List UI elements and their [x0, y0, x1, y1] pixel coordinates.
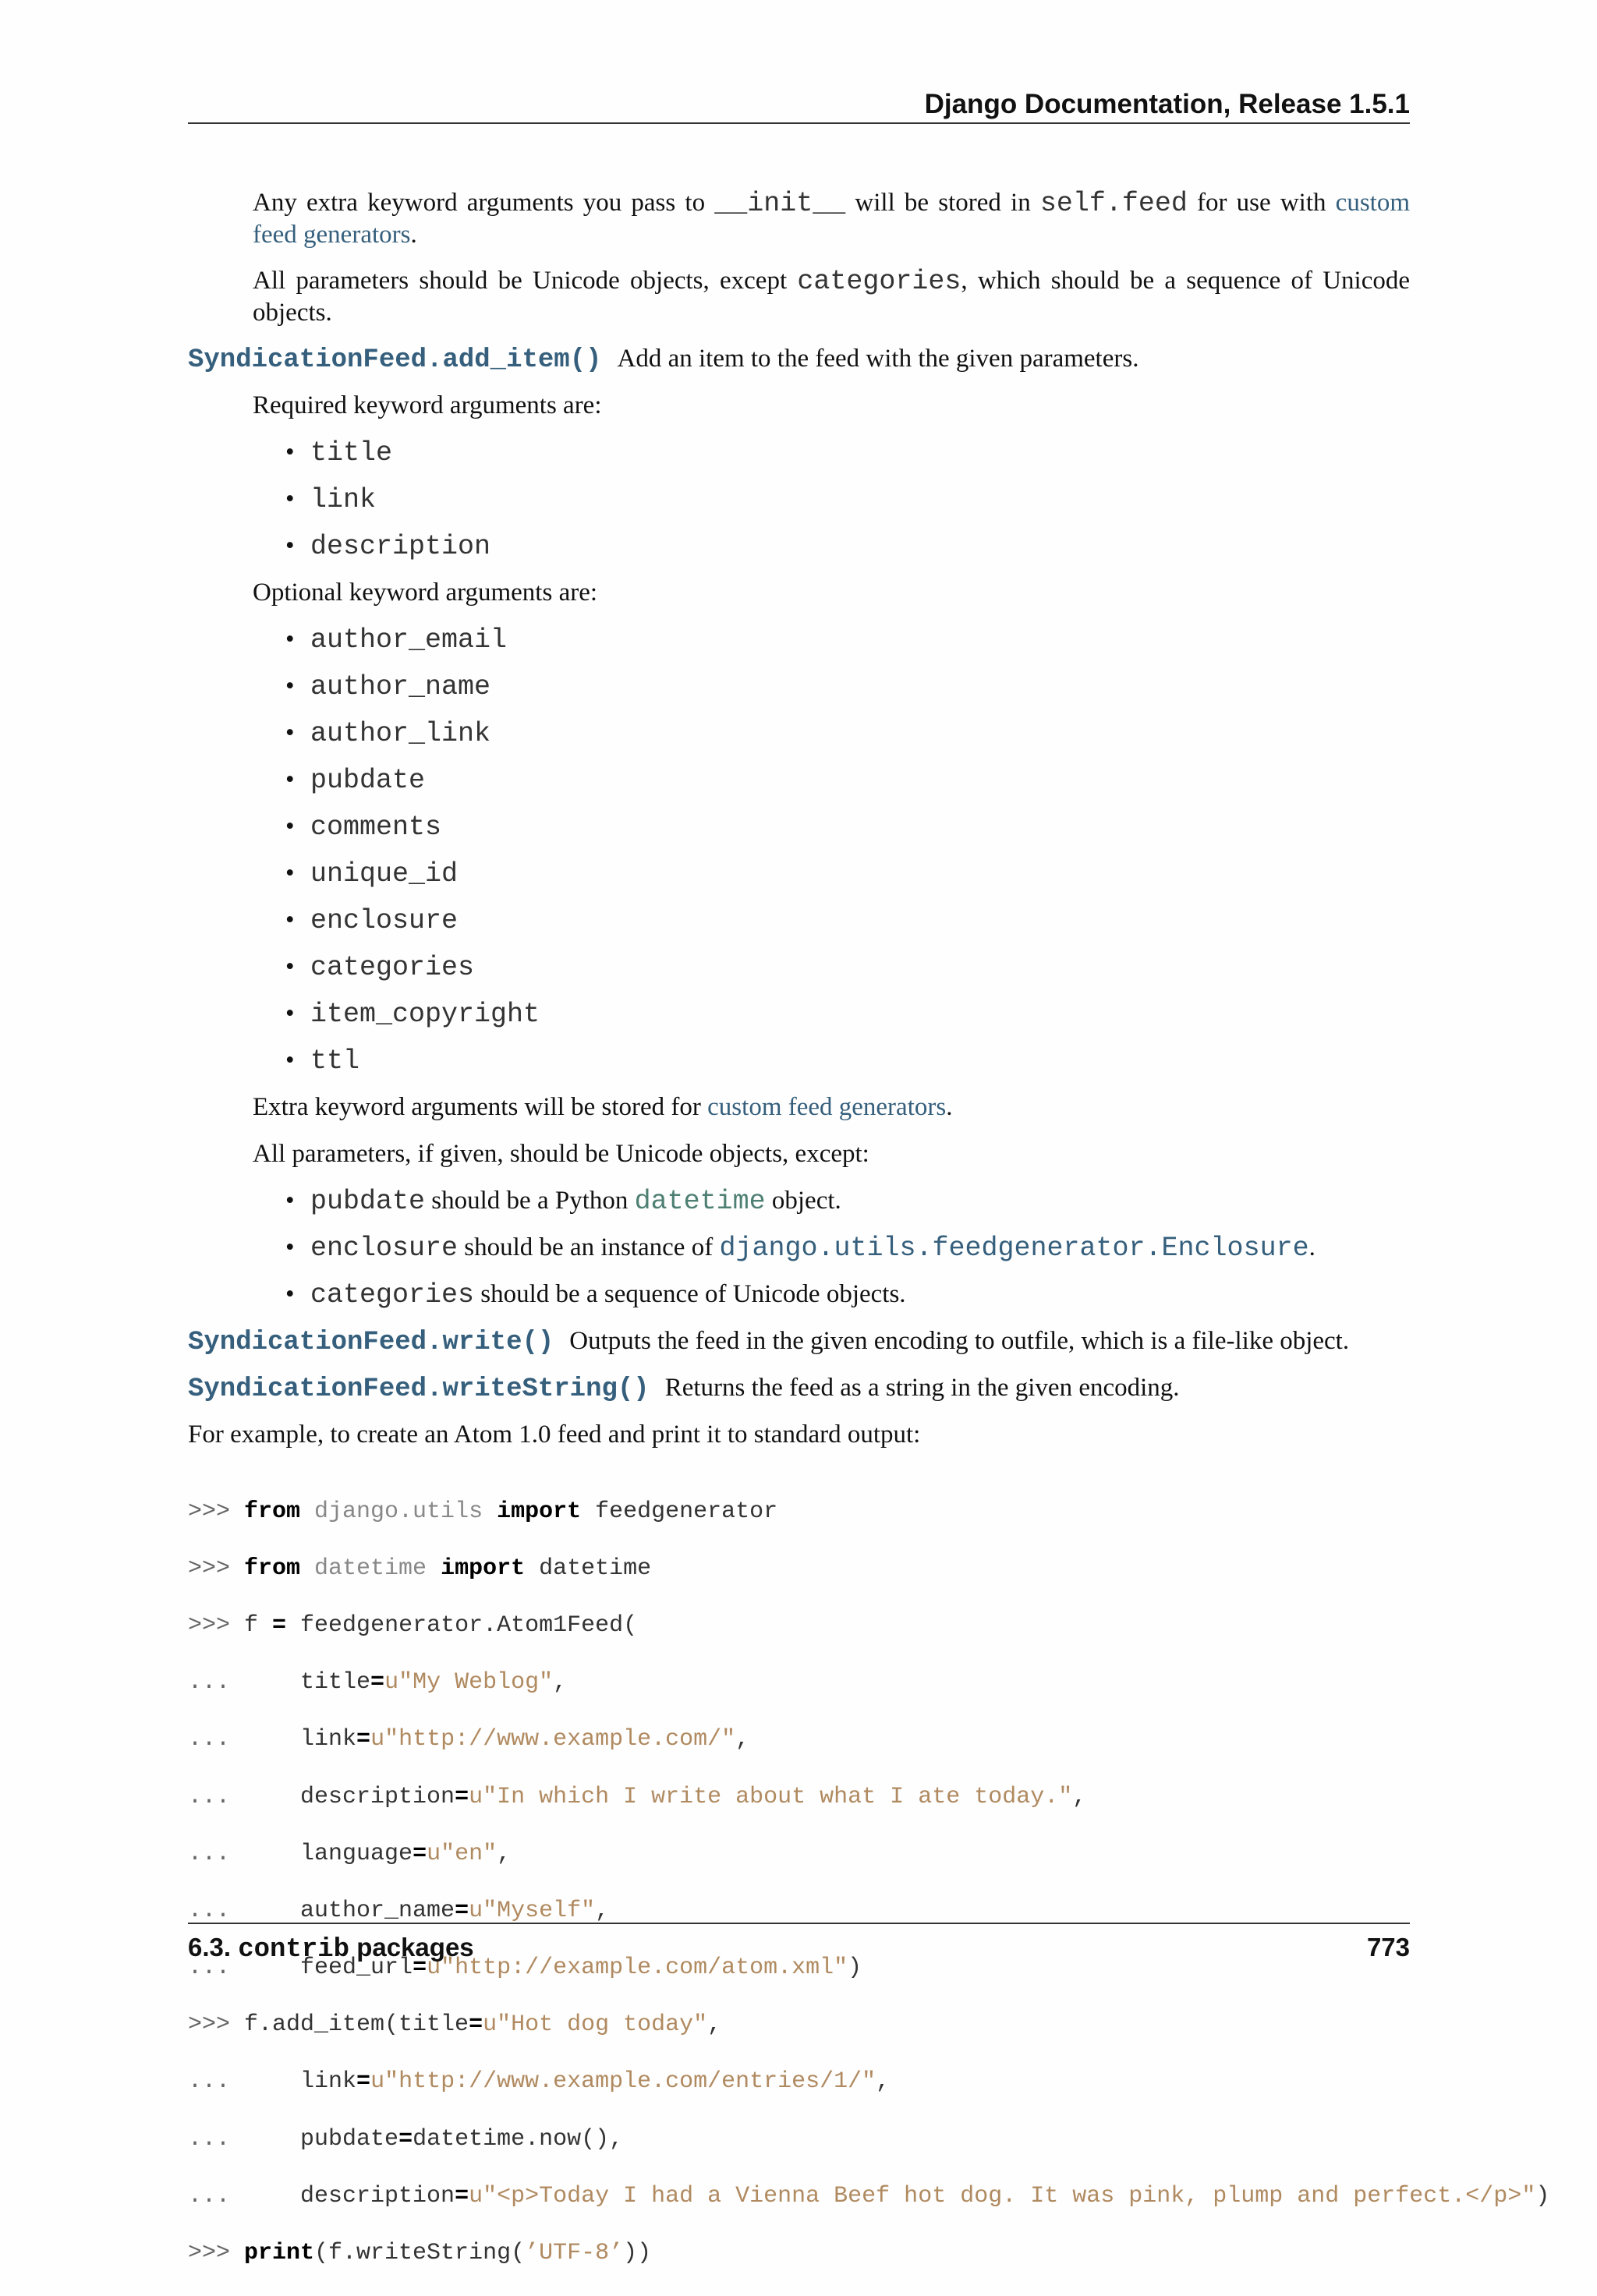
write-string-description: Returns the feed as a string in the given encoding. — [664, 1374, 1180, 1402]
list-item: • enclosure should be an instance of django.utils.feedgenerator.Enclosure. — [285, 1233, 1315, 1264]
code-line: >>> print(f.writeString(’UTF-8’)) — [188, 2240, 652, 2267]
write-name[interactable]: SyndicationFeed.write() — [188, 1328, 554, 1357]
write-string-signature — [188, 1372, 1180, 1405]
list-item: • author_email — [285, 624, 508, 656]
header-rule — [188, 122, 1410, 124]
code-example — [188, 1469, 1549, 2296]
list-item: • item_copyright — [285, 999, 540, 1030]
add-item-signature — [188, 343, 1138, 376]
list-item: • ttl — [285, 1045, 360, 1077]
footer-section: 6.3. contrib packages — [188, 1933, 474, 1965]
list-item: • pubdate should be a Python datetime object. — [285, 1186, 841, 1217]
code-line: ... link=u"http://www.example.com/entries/1/", — [188, 2068, 891, 2096]
code-line: ... description=u"In which I write about what I ate today.", — [188, 1783, 1087, 1810]
running-header: Django Documentation, Release 1.5.1 — [924, 89, 1410, 119]
code-line: >>> f = feedgenerator.Atom1Feed( — [188, 1611, 638, 1639]
list-item: • categories — [285, 952, 475, 983]
list-item: • comments — [285, 812, 442, 843]
init-code: __init__ — [714, 188, 846, 219]
optional-label: Optional keyword arguments are: — [253, 578, 598, 607]
write-signature — [188, 1325, 1349, 1358]
code-line: >>> from datetime import datetime — [188, 1555, 652, 1582]
datetime-link[interactable]: datetime — [634, 1186, 766, 1217]
example-intro: For example, to create an Atom 1.0 feed and print it to standard output: — [188, 1420, 921, 1449]
categories-code: categories — [797, 266, 961, 297]
extra-kwargs-note: Extra keyword arguments will be stored for custom feed generators. — [253, 1093, 953, 1121]
list-item: • description — [285, 531, 491, 562]
code-line: >>> f.add_item(title=u"Hot dog today", — [188, 2011, 722, 2039]
write-description: Outputs the feed in the given encoding to outfile, which is a file-like object. — [569, 1327, 1350, 1355]
code-line: ... pubdate=datetime.now(), — [188, 2125, 624, 2153]
page-number: 773 — [1366, 1933, 1410, 1962]
custom-feed-generators-link[interactable]: custom feed generators — [707, 1093, 947, 1121]
code-line: ... link=u"http://www.example.com/", — [188, 1726, 750, 1753]
list-item: • pubdate — [285, 765, 426, 796]
add-item-description: Add an item to the feed with the given parameters. — [617, 345, 1139, 373]
list-item: • author_name — [285, 671, 491, 702]
list-item: • unique_id — [285, 858, 459, 890]
write-string-name[interactable]: SyndicationFeed.writeString() — [188, 1374, 650, 1404]
code-line: ... author_name=u"Myself", — [188, 1897, 610, 1924]
code-line: ... feed_url=u"http://example.com/atom.xml") — [188, 1955, 862, 1982]
code-line: ... title=u"My Weblog", — [188, 1669, 568, 1696]
add-item-name[interactable]: SyndicationFeed.add_item() — [188, 345, 602, 375]
required-label: Required keyword arguments are: — [253, 391, 602, 419]
code-line: >>> from django.utils import feedgenerator — [188, 1498, 778, 1525]
enclosure-link[interactable]: django.utils.feedgenerator.Enclosure — [719, 1233, 1309, 1264]
list-item: • title — [285, 437, 393, 469]
list-item: • author_link — [285, 718, 491, 749]
list-item: • categories should be a sequence of Unicode objects. — [285, 1279, 906, 1311]
code-line: ... description=u"<p>Today I had a Vienna Beef hot dog. It was pink, plump and perfect.</p>") — [188, 2182, 1550, 2209]
extra-kwargs-paragraph: Any extra keyword arguments you pass to __init__ will be stored in self.feed for use with custom feed generators. — [253, 188, 1410, 249]
unicode-except-label: All parameters, if given, should be Unicode objects, except: — [253, 1140, 869, 1168]
footer-rule — [188, 1923, 1410, 1924]
custom-feed-generators-link[interactable]: custom feed generators — [253, 189, 1410, 249]
self-feed-code: self.feed — [1039, 188, 1188, 219]
list-item: • enclosure — [285, 905, 459, 936]
unicode-paragraph: All parameters should be Unicode objects, except categories, which should be a sequence of Unicode objects. — [253, 266, 1411, 327]
list-item: • link — [285, 484, 377, 515]
code-line: ... language=u"en", — [188, 1840, 512, 1867]
